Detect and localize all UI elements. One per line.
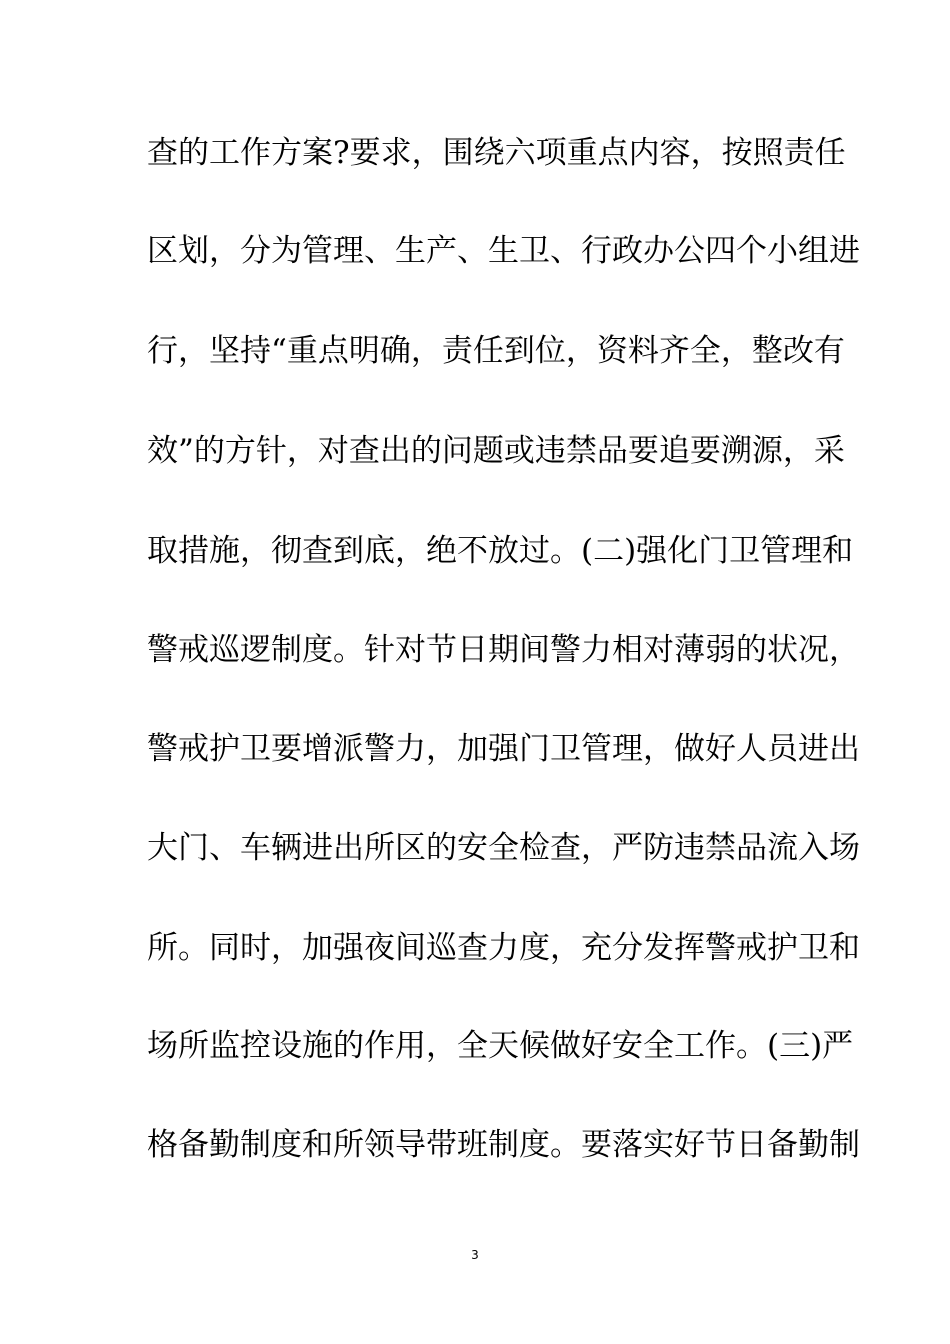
body-text-line: 区划，分为管理、生产、生卫、行政办公四个小组进 [147,233,860,269]
body-text-line: 大门、车辆进出所区的安全检查，严防违禁品流入场 [147,830,860,866]
body-text-line: 警戒护卫要增派警力，加强门卫管理，做好人员进出 [147,731,860,767]
body-text-line: 效”的方针，对查出的问题或违禁品要追要溯源，采 [147,433,845,469]
body-text-line: 查的工作方案?要求，围绕六项重点内容，按照责任 [147,135,846,171]
body-text-line: 场所监控设施的作用，全天候做好安全工作。(三)严 [147,1028,854,1064]
body-text-line: 格备勤制度和所领导带班制度。要落实好节日备勤制 [147,1127,860,1163]
body-text-line: 行，坚持“重点明确，责任到位，资料齐全，整改有 [147,333,845,369]
page-number: 3 [471,1248,479,1262]
body-text-line: 所。同时，加强夜间巡查力度，充分发挥警戒护卫和 [147,930,860,966]
body-text-line: 警戒巡逻制度。针对节日期间警力相对薄弱的状况， [147,632,860,668]
body-text-line: 取措施，彻查到底，绝不放过。(二)强化门卫管理和 [147,533,854,569]
